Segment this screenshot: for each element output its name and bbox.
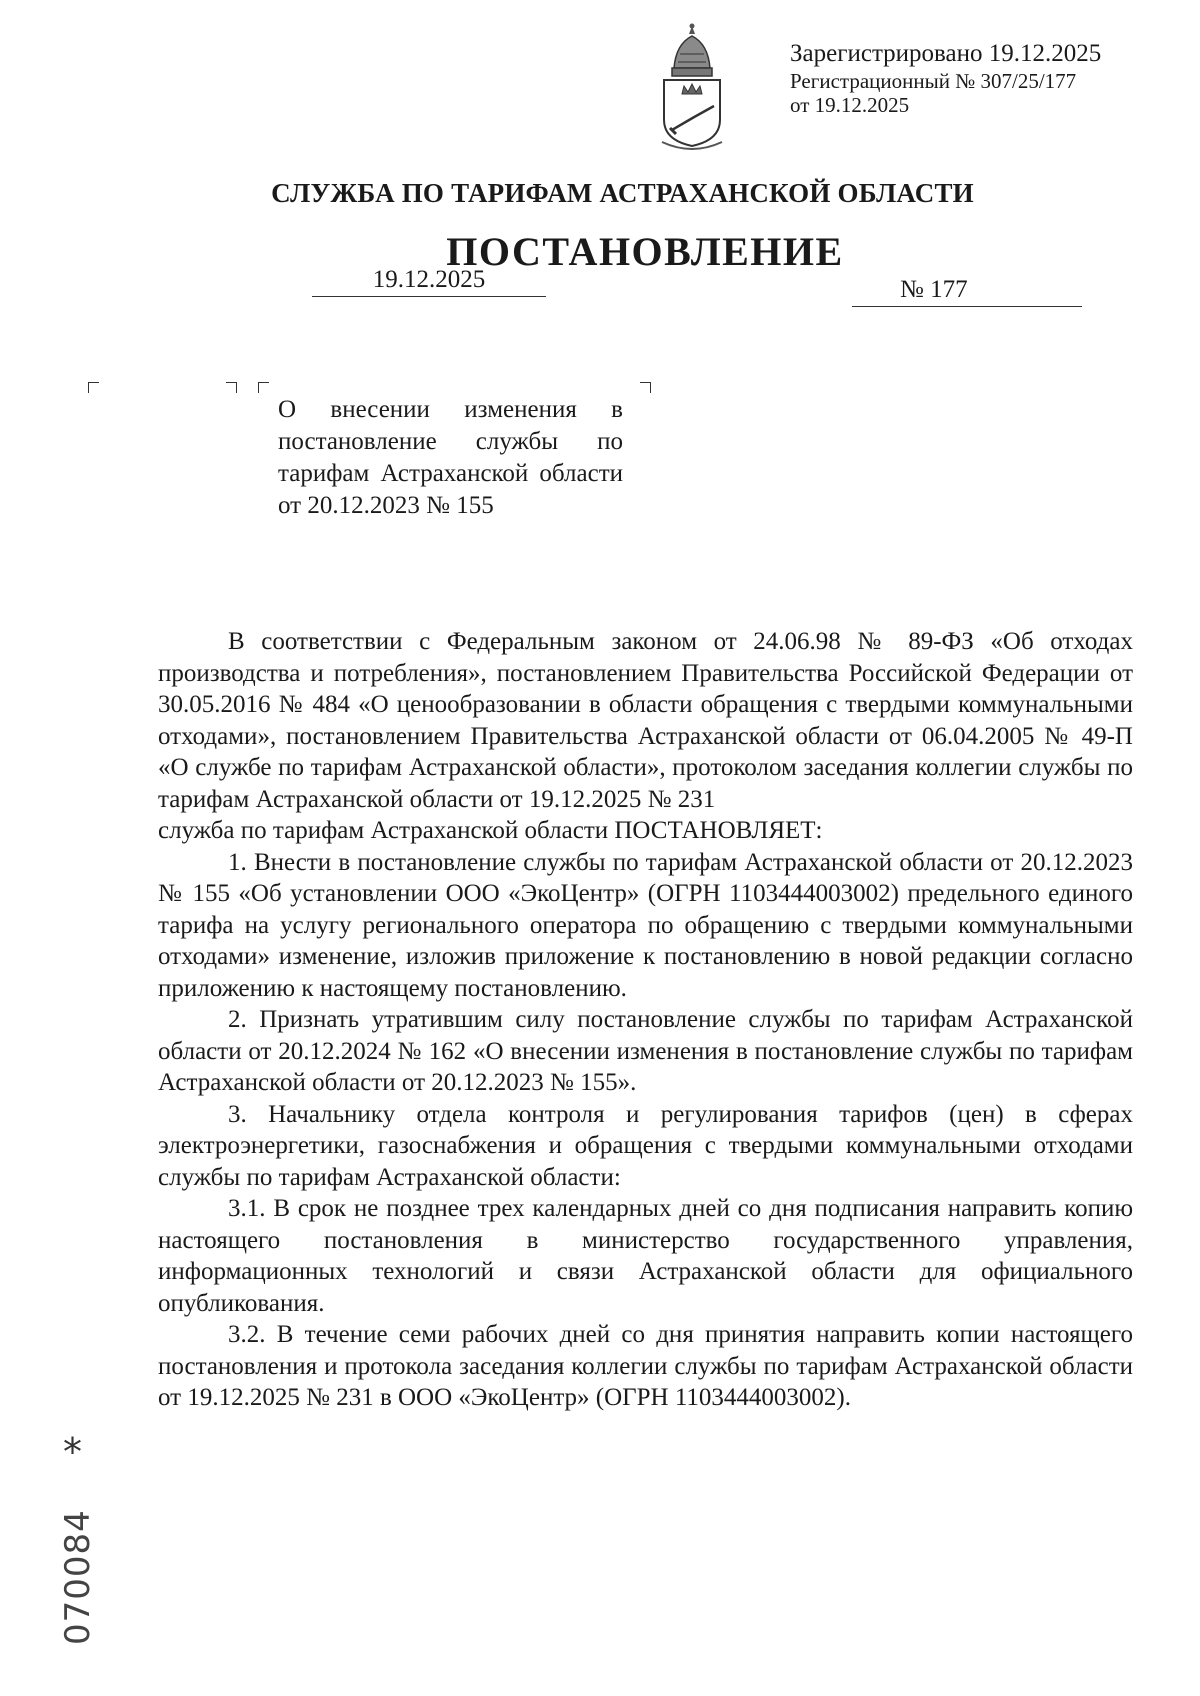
item-2: 2. Признать утратившим силу постановление службы по тарифам Астраханской области от 20.12.2024 № 162 «О внесении изменения в постановление службы по тарифам Астраханской области от 20.12.2023 № 155». [158, 1006, 1133, 1096]
asterisk-mark: * [63, 1430, 82, 1474]
document-subject: О внесении изменения в постановление службы по тарифам Астраханской области от 20.12.2023 № 155 [278, 396, 623, 519]
document-type: ПОСТАНОВЛЕНИЕ [446, 229, 844, 274]
agency-name: СЛУЖБА ПО ТАРИФАМ АСТРАХАНСКОЙ ОБЛАСТИ [271, 178, 974, 208]
astrakhan-coat-of-arms-icon [654, 22, 730, 160]
item-3-1: 3.1. В срок не позднее трех календарных дней со дня подписания направить копию настоящего постановления в министерство государственного управления, информационных технологий и связи Астраханской области для официального опубликования. [158, 1195, 1133, 1317]
document-body [158, 626, 1133, 1414]
item-3: 3. Начальнику отдела контроля и регулирования тарифов (цен) в сферах электроэнергетики, газоснабжения и обращения с твердыми коммунальными отходами службы по тарифам Астраханской области: [158, 1100, 1133, 1191]
corner-mark [88, 382, 99, 393]
registration-number: Регистрационный № 307/25/177 [790, 68, 1077, 93]
serial-number: 070084 [58, 1509, 98, 1645]
registration-date: от 19.12.2025 [790, 92, 910, 117]
item-3-2: 3.2. В течение семи рабочих дней со дня принятия направить копии настоящего постановления и протокола заседания коллегии службы по тарифам Астраханской области от 19.12.2025 № 231 в ООО «ЭкоЦентр» (ОГРН 1103444003002). [158, 1321, 1133, 1411]
document-number-text: № 177 [900, 276, 968, 303]
corner-mark [640, 382, 651, 393]
document-date: 19.12.2025 [312, 266, 546, 297]
side-stamp [56, 1430, 106, 1645]
corner-mark [226, 382, 237, 393]
corner-mark [258, 382, 269, 393]
item-1: 1. Внести в постановление службы по тарифам Астраханской области от 20.12.2023 № 155 «Об установлении ООО «ЭкоЦентр» (ОГРН 1103444003002) предельного единого тарифа на услугу регионального оператора по обращению с твердыми коммунальными отходами» изменение, изложив приложение к постановлению в новой редакции согласно приложению к настоящему постановлению. [158, 848, 1133, 1002]
registered-date: Зарегистрировано 19.12.2025 [790, 40, 1102, 67]
resolves-line: служба по тарифам Астраханской области ПОСТАНОВЛЯЕТ: [158, 817, 823, 844]
preamble-paragraph: В соответствии с Федеральным законом от 24.06.98 № 89-ФЗ «Об отходах производства и потребления», постановлением Правительства Российской Федерации от 30.05.2016 № 484 «О ценообразовании в области обращения с твердыми коммунальными отходами», постановлением Правительства Астраханской области от 06.04.2005 № 49-П «О службе по тарифам Астраханской области», протоколом заседания коллегии службы по тарифам Астраханской области от 19.12.2025 № 231 [158, 628, 1133, 813]
document-number [852, 276, 1082, 307]
registration-block [790, 40, 1101, 117]
